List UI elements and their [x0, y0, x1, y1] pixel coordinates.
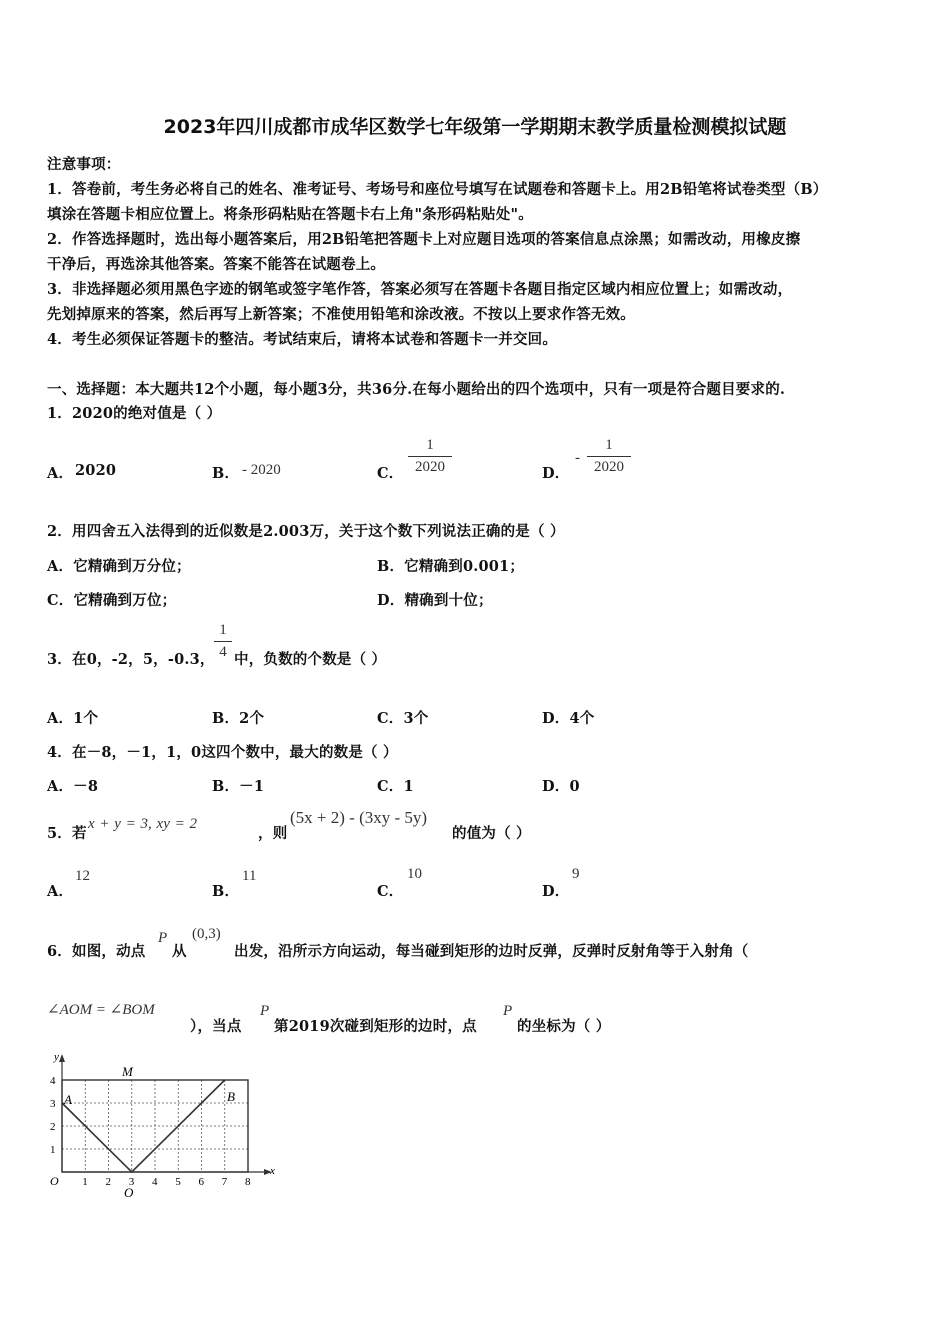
q3-fraction — [214, 622, 232, 661]
q3-option-d: D．4个 — [542, 710, 595, 727]
q6-start-point: (0,3) — [192, 926, 221, 942]
q5-option-b-label: B． — [212, 883, 240, 900]
q6-point-p: P — [158, 930, 168, 946]
x-tick-label: 3 — [128, 1176, 135, 1188]
y-tick-label: 4 — [50, 1075, 56, 1087]
q6-figure — [40, 1052, 280, 1202]
fraction-bar — [587, 456, 631, 457]
q1-option-d-label: D． — [542, 465, 570, 482]
q5-option-d-label: D． — [542, 883, 570, 900]
q1-option-d-sign: - — [575, 450, 580, 466]
x-axis-label: x — [270, 1165, 275, 1177]
x-tick-label: 5 — [175, 1176, 181, 1188]
q6-line2-b: 第2019次碰到矩形的边时，点 — [274, 1018, 477, 1035]
notice-line: 2．作答选择题时，选出每小题答案后，用2B铅笔把答题卡上对应题目选项的答案信息点涂黑；如需改动，用橡皮擦 — [47, 231, 801, 248]
point-m-label: M — [122, 1064, 133, 1079]
fraction-bar — [408, 456, 452, 457]
q5-option-a: 12 — [75, 868, 90, 884]
q5-option-a-label: A． — [47, 883, 74, 900]
point-a-label: A — [64, 1092, 72, 1107]
q1-option-a: 2020 — [75, 462, 117, 479]
notice-line: 先划掉原来的答案，然后再写上新答案；不准使用铅笔和涂改液。不按以上要求作答无效。 — [47, 306, 635, 323]
notice-line: 4．考生必须保证答题卡的整洁。考试结束后，请将本试卷和答题卡一并交回。 — [47, 331, 558, 348]
x-tick-label: 1 — [82, 1176, 88, 1188]
figure-ticks — [50, 1075, 251, 1188]
y-tick-label: 3 — [50, 1098, 56, 1110]
q3-stem-end: 中，负数的个数是（ ） — [234, 651, 387, 668]
y-axis-arrow — [59, 1054, 65, 1062]
q1-option-b: - 2020 — [242, 462, 281, 478]
q4-option-a: A．－8 — [47, 778, 99, 795]
point-o-label: O — [124, 1185, 134, 1200]
q6-stem: 6．如图，动点 — [47, 943, 146, 960]
q5-option-c-label: C． — [377, 883, 404, 900]
q5-condition: x + y = 3, xy = 2 — [88, 816, 197, 832]
page-title: 2023年四川成都市成华区数学七年级第一学期期末教学质量检测模拟试题 — [163, 116, 787, 138]
q3-option-c: C．3个 — [377, 710, 429, 727]
x-tick-label: 4 — [152, 1176, 158, 1188]
origin-label: O — [50, 1174, 59, 1188]
notice-line: 1．答卷前，考生务必将自己的姓名、准考证号、考场号和座位号填写在试题卷和答题卡上。用2B铅笔将试卷类型（B） — [47, 181, 828, 198]
q1-option-c-label: C． — [377, 465, 404, 482]
q2-option-c: C．它精确到万位； — [47, 592, 177, 609]
x-tick-label: 2 — [105, 1176, 111, 1188]
q6-stem-rest: 出发，沿所示方向运动，每当碰到矩形的边时反弹，反弹时反射角等于入射角（ — [234, 943, 749, 960]
point-b-label: B — [227, 1089, 235, 1104]
q1-option-b-label: B． — [212, 465, 240, 482]
q3-stem: 3．在0，-2，5，-0.3， — [47, 651, 215, 668]
q6-line2-c: 的坐标为（ ） — [517, 1018, 611, 1035]
fraction-numerator: 1 — [605, 437, 613, 453]
fraction-bar — [214, 641, 232, 642]
fraction-numerator: 1 — [219, 622, 227, 638]
q3-option-a: A．1个 — [47, 710, 99, 727]
x-tick-label: 8 — [245, 1176, 251, 1188]
fraction-denominator: 2020 — [415, 459, 445, 475]
figure-grid — [62, 1080, 248, 1172]
fraction-denominator: 4 — [219, 644, 227, 660]
q5-option-b: 11 — [242, 868, 257, 884]
q6-line2-a: ），当点 — [190, 1018, 242, 1035]
notice-heading: 注意事项： — [47, 156, 121, 173]
q5-stem: 5．若 — [47, 825, 87, 842]
q6-point-p: P — [260, 1003, 270, 1019]
q6-from: 从 — [172, 943, 187, 960]
q3-option-b: B．2个 — [212, 710, 265, 727]
notice-line: 填涂在答题卡相应位置上。将条形码粘贴在答题卡右上角"条形码粘贴处"。 — [47, 206, 533, 223]
y-tick-label: 1 — [50, 1144, 56, 1156]
q1-option-a-label: A． — [47, 465, 74, 482]
q2-option-d: D．精确到十位； — [377, 592, 493, 609]
y-axis-label: y — [54, 1052, 59, 1063]
q2-option-a: A．它精确到万分位； — [47, 558, 191, 575]
q6-point-p: P — [503, 1003, 513, 1019]
x-tick-label: 7 — [221, 1176, 228, 1188]
q4-stem: 4．在－8，－1，1，0这四个数中，最大的数是（ ） — [47, 744, 398, 761]
q4-option-b: B．－1 — [212, 778, 265, 795]
q1-stem: 1．2020的绝对值是（ ） — [47, 405, 222, 422]
q1-option-d-fraction — [587, 437, 631, 476]
q2-stem: 2．用四舍五入法得到的近似数是2.003万，关于这个数下列说法正确的是（ ） — [47, 523, 565, 540]
x-tick-label: 6 — [198, 1176, 204, 1188]
q5-stem-mid: ，则 — [258, 825, 288, 842]
q2-option-b: B．它精确到0.001； — [377, 558, 525, 575]
q5-option-d: 9 — [572, 866, 580, 882]
q6-angle: ∠AOM = ∠BOM — [47, 1002, 155, 1018]
q5-expression: (5x + 2) - (3xy - 5y) — [290, 808, 428, 827]
q5-option-c: 10 — [407, 866, 422, 882]
y-tick-label: 2 — [50, 1121, 56, 1133]
section-heading: 一、选择题：本大题共12个小题，每小题3分，共36分.在每小题给出的四个选项中，只有一项是符合题目要求的. — [47, 381, 786, 398]
fraction-denominator: 2020 — [594, 459, 624, 475]
q4-option-d: D．0 — [542, 778, 580, 795]
q1-option-c-fraction — [408, 437, 452, 476]
fraction-numerator: 1 — [426, 437, 434, 453]
q4-option-c: C．1 — [377, 778, 414, 795]
notice-line: 干净后，再选涂其他答案。答案不能答在试题卷上。 — [47, 256, 386, 273]
q5-stem-end: 的值为（ ） — [452, 825, 531, 842]
notice-line: 3．非选择题必须用黑色字迹的钢笔或签字笔作答，答案必须写在答题卡各题目指定区域内相应位置上；如需改动， — [47, 281, 793, 298]
